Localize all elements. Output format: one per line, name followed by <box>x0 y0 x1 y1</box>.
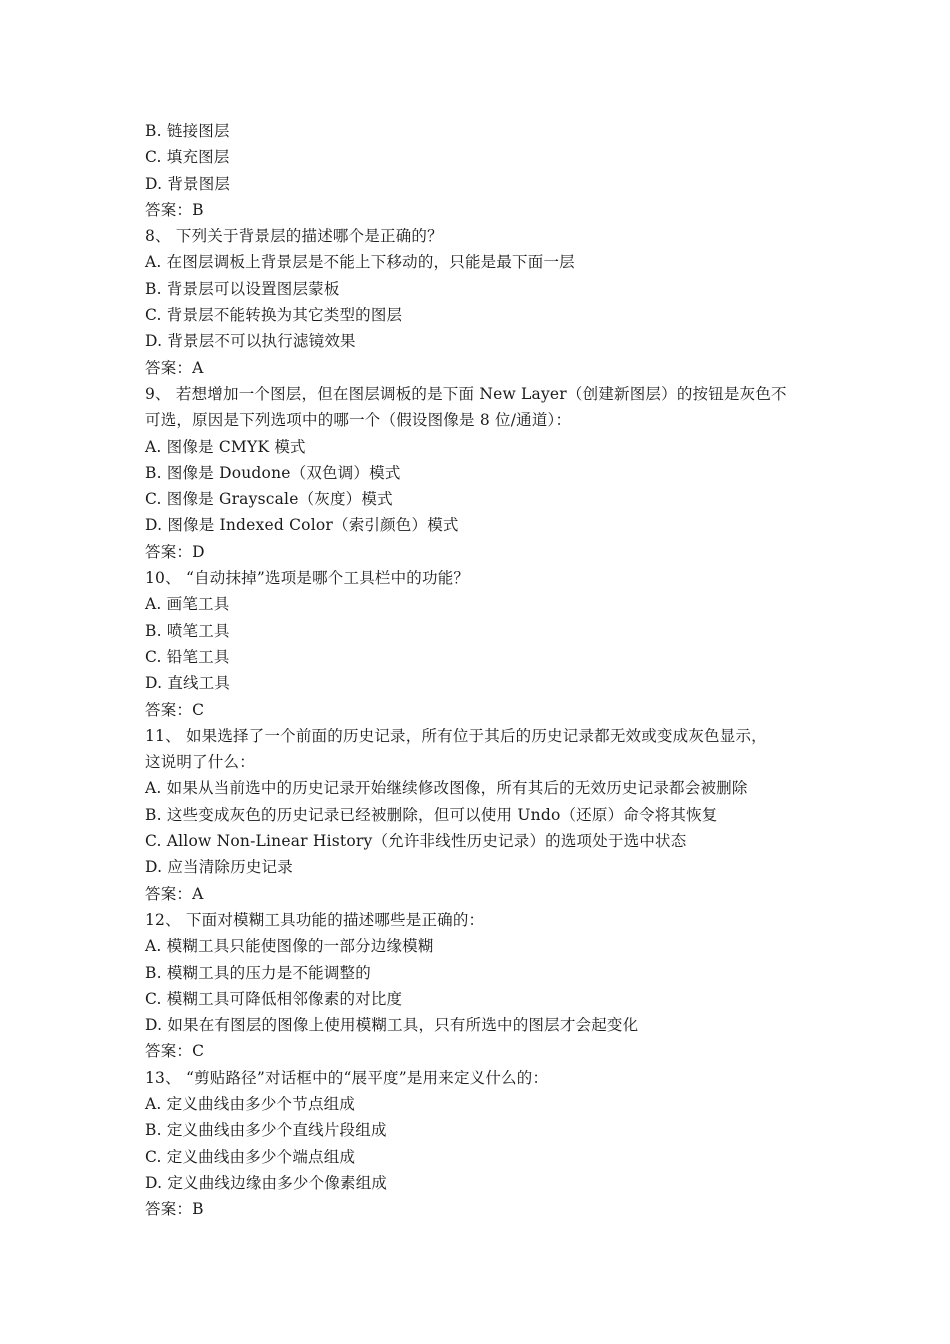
question-13: 13、 “剪贴路径”对话框中的“展平度”是用来定义什么的： <box>145 1068 549 1087</box>
answer-10: 答案：C <box>145 700 205 719</box>
answer-9: 答案：D <box>145 542 205 561</box>
q12-option-c: C. 模糊工具可降低相邻像素的对比度 <box>145 989 403 1008</box>
option-b-linked-layer: B. 链接图层 <box>145 122 230 140</box>
question-list <box>145 118 815 1222</box>
q11-option-d: D. 应当清除历史记录 <box>145 858 293 877</box>
option-d-background-layer: D. 背景图层 <box>145 174 231 193</box>
question-9-continued: 可选，原因是下列选项中的哪一个（假设图像是 8 位/通道）： <box>145 411 572 430</box>
option-c-fill-layer: C. 填充图层 <box>145 148 230 167</box>
q9-option-b: B. 图像是 Doudone（双色调）模式 <box>145 463 401 482</box>
q10-option-d: D. 直线工具 <box>145 674 231 693</box>
q12-option-d: D. 如果在有图层的图像上使用模糊工具，只有所选中的图层才会起变化 <box>145 1016 639 1035</box>
answer-13: 答案：B <box>145 1200 204 1219</box>
q12-option-b: B. 模糊工具的压力是不能调整的 <box>145 963 371 982</box>
answer-11: 答案：A <box>145 884 204 903</box>
q8-option-c: C. 背景层不能转换为其它类型的图层 <box>145 306 403 325</box>
q9-option-a: A. 图像是 CMYK 模式 <box>145 437 306 456</box>
q8-option-b: B. 背景层可以设置图层蒙板 <box>145 279 340 298</box>
question-12: 12、 下面对模糊工具功能的描述哪些是正确的： <box>145 910 485 929</box>
q11-option-a: A. 如果从当前选中的历史记录开始继续修改图像，所有其后的无效历史记录都会被删除 <box>145 779 748 798</box>
question-8: 8、 下列关于背景层的描述哪个是正确的？ <box>145 227 443 246</box>
answer-7: 答案：B <box>145 200 204 219</box>
q9-option-c: C. 图像是 Grayscale（灰度）模式 <box>145 490 393 509</box>
q12-option-a: A. 模糊工具只能使图像的一部分边缘模糊 <box>145 937 434 956</box>
question-11: 11、 如果选择了一个前面的历史记录，所有位于其后的历史记录都无效或变成灰色显示， <box>145 726 767 745</box>
q10-option-c: C. 铅笔工具 <box>145 647 230 666</box>
q9-option-d: D. 图像是 Indexed Color（索引颜色）模式 <box>145 516 459 535</box>
question-10: 10、 “自动抹掉”选项是哪个工具栏中的功能？ <box>145 569 470 588</box>
q8-option-a: A. 在图层调板上背景层是不能上下移动的，只能是最下面一层 <box>145 253 575 272</box>
q8-option-d: D. 背景层不可以执行滤镜效果 <box>145 332 356 351</box>
q11-option-c: C. Allow Non-Linear History（允许非线性历史记录）的选项处于选中状态 <box>145 832 687 851</box>
question-11-continued: 这说明了什么： <box>145 753 255 772</box>
q10-option-a: A. 画笔工具 <box>145 595 230 614</box>
question-9: 9、 若想增加一个图层，但在图层调板的是下面 New Layer（创建新图层）的按钮是灰色不 <box>145 384 787 403</box>
answer-8: 答案：A <box>145 358 204 377</box>
q13-option-b: B. 定义曲线由多少个直线片段组成 <box>145 1121 387 1140</box>
q13-option-d: D. 定义曲线边缘由多少个像素组成 <box>145 1173 388 1192</box>
answer-12: 答案：C <box>145 1042 205 1061</box>
q10-option-b: B. 喷笔工具 <box>145 621 230 640</box>
q11-option-b: B. 这些变成灰色的历史记录已经被删除，但可以使用 Undo（还原）命令将其恢复 <box>145 805 718 824</box>
q13-option-c: C. 定义曲线由多少个端点组成 <box>145 1147 356 1166</box>
q13-option-a: A. 定义曲线由多少个节点组成 <box>145 1094 356 1113</box>
